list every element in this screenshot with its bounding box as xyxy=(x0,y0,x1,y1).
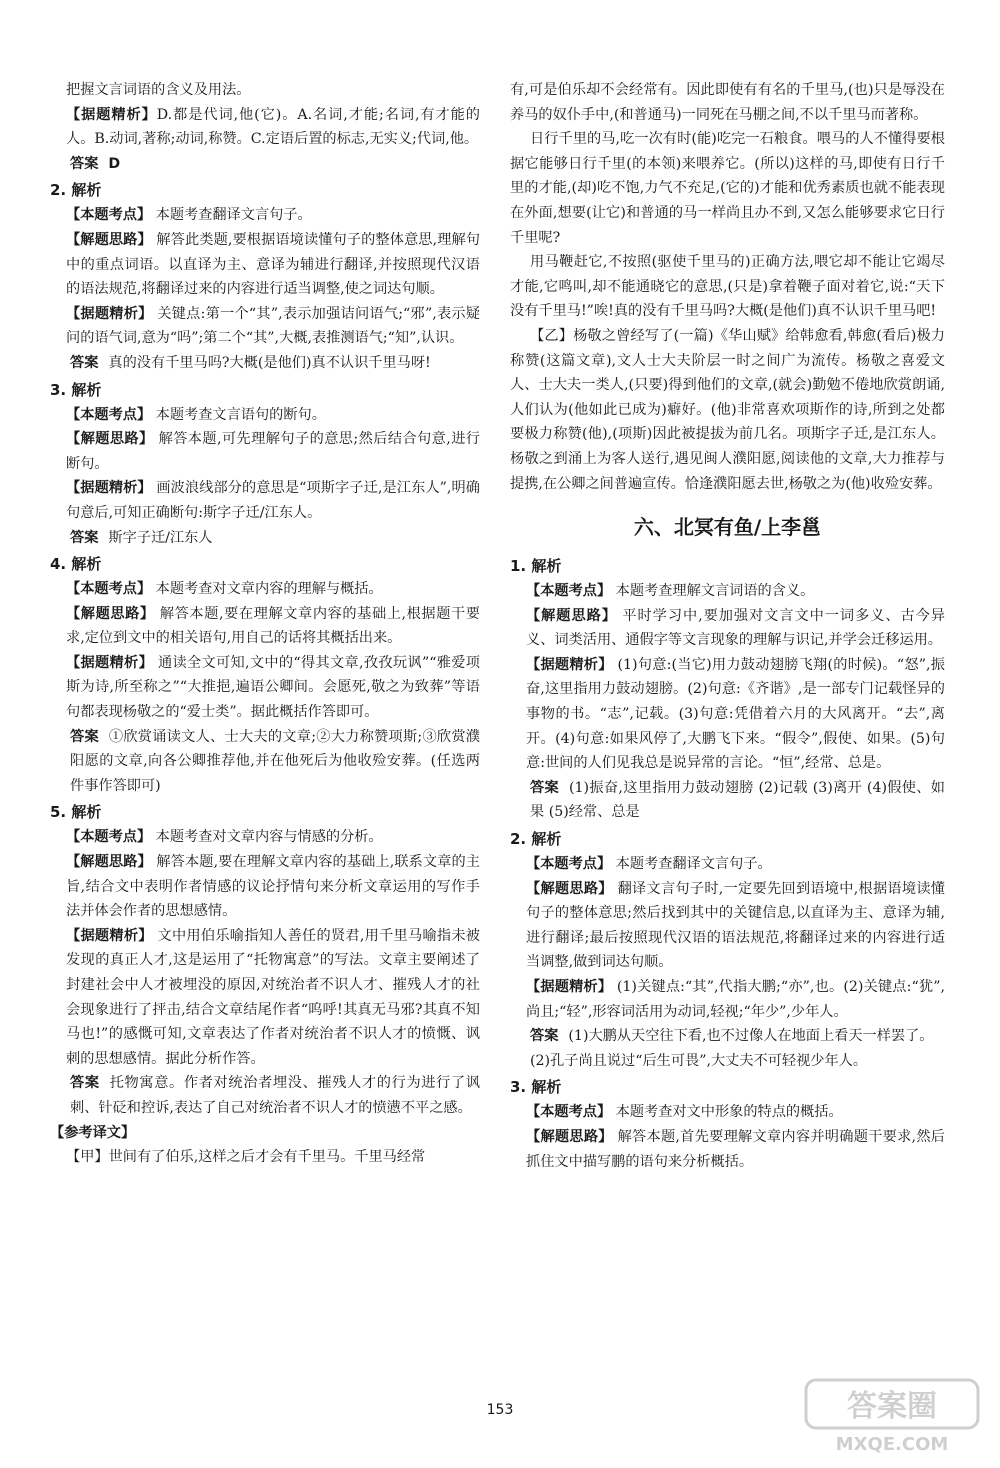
s6-q3-heading: 3. 解析 xyxy=(510,1078,562,1097)
label: 【据题精析】 xyxy=(66,305,153,322)
label: 【据题精析】 xyxy=(66,480,152,497)
q3-point xyxy=(50,403,480,428)
reference-jia-cont-3: 用马鞭赶它,不按照(驱使千里马的)正确方法,喂它却不能让它竭尽才能,它鸣叫,却不能通晓它的意思,(只是)拿着鞭子面对着它,说:“天下没有千里马!”唉!真的没有千里马吗?大概(是他们)真不认识千里马吧! xyxy=(510,254,945,320)
label: 【本题考点】 xyxy=(526,856,612,873)
answer-label: 答案 xyxy=(530,1028,559,1045)
answer-text: 托物寓意。作者对统治者埋没、摧残人才的行为进行了讽刺、针砭和控诉,表达了自己对统治者不识人才的愤懑不平之感。 xyxy=(70,1075,480,1116)
text: 解答本题,要在理解文章内容的基础上,根据题干要求,定位到文中的相关语句,用自己的话将其概括出来。 xyxy=(66,605,480,647)
text: 解答本题,可先理解句子的意思;然后结合句意,进行断句。 xyxy=(66,431,480,472)
text: 本题考查对文章内容的理解与概括。 xyxy=(155,581,383,598)
label: 【解题思路】 xyxy=(526,607,617,624)
q2-point xyxy=(50,203,480,228)
answer-text: 斯字子迁/江东人 xyxy=(108,529,213,546)
text: D.都是代词,他(它)。A.名词,才能;名词,有才能的人。B.动词,著称;动词,称赞。C.定语后置的标志,无实义;代词,他。 xyxy=(66,106,480,148)
label: 【乙】 xyxy=(530,327,574,344)
q2-answer xyxy=(50,351,480,376)
label: 【本题考点】 xyxy=(66,207,152,224)
s6-q1-approach xyxy=(510,604,945,653)
left-column xyxy=(50,78,480,1170)
label: 【本题考点】 xyxy=(66,406,152,423)
s6-q1-heading: 1. 解析 xyxy=(510,557,562,576)
s6-q2-heading: 2. 解析 xyxy=(510,830,562,849)
label: 【据题精析】 xyxy=(526,979,613,995)
q1-analysis xyxy=(50,103,480,152)
answer-label: 答案 xyxy=(70,1075,100,1092)
q2-analysis xyxy=(50,302,480,351)
answer-label: 答案 xyxy=(70,155,99,172)
svg-text:答案圈: 答案圈 xyxy=(847,1389,937,1424)
watermark-logo xyxy=(802,1376,982,1456)
q4-answer xyxy=(50,725,480,799)
label: 【解题思路】 xyxy=(66,605,155,622)
text: 解答此类题,要根据语境读懂句子的整体意思,理解句中的重点词语。以直译为主、意译为辅进行翻译,并按照现代汉语的语法规范,将翻译过来的内容进行适当调整,使之词达句顺。 xyxy=(66,231,480,298)
reference-jia-cont-2: 日行千里的马,吃一次有时(能)吃完一石粮食。喂马的人不懂得要根据它能够日行千里(的本领)来喂养它。(所以)这样的马,即使有日行千里的才能,(却)吃不饱,力气不充足,(它的)才能和优秀素质也就不能表现在外面,想要(让它)和普通的马一样尚且办不到,又怎么能够要求它日行千里呢? xyxy=(510,131,945,246)
reference-jia-start xyxy=(50,1145,480,1170)
label: 【据题精析】 xyxy=(66,927,153,944)
q4-analysis xyxy=(50,651,480,725)
s6-q2-approach xyxy=(510,877,945,975)
answer-label: 答案 xyxy=(70,354,99,371)
text: 通读全文可知,文中的“得其文章,孜孜玩讽”“雅爱项斯为诗,所至称之”“大推挹,遍语公卿间。会愿死,敬之为致葬”等语句都表现杨敬之的“爱士类”。据此概括作答即可。 xyxy=(66,654,480,721)
label: 【本题考点】 xyxy=(66,581,152,598)
label: 【据题精析】 xyxy=(526,656,613,673)
q2-approach xyxy=(50,228,480,302)
reference-translation-label: 【参考译文】 xyxy=(50,1124,136,1141)
q3-analysis xyxy=(50,476,480,525)
right-column xyxy=(510,78,945,1174)
text: 本题考查对文中形象的特点的概括。 xyxy=(615,1104,843,1121)
s6-q2-answer xyxy=(510,1024,945,1049)
s6-q2-analysis xyxy=(510,975,945,1024)
text: (1)句意:(当它)用力鼓动翅膀飞翔(的时候)。“怒”,振奋,这里指用力鼓动翅膀。(2)句意:《齐谐》,是一部专门记载怪异的事物的书。“志”,记载。(3)句意:凭借着六月的大风离开。“去”,离开。(4)句意:如果风停了,大鹏飞下来。“假令”,假使、如果。(5)句意:世间的人们见我总是说异常的言论。“恒”,经常、总是。 xyxy=(526,656,945,772)
s6-q3-approach xyxy=(510,1125,945,1174)
s6-q3-point xyxy=(510,1100,945,1125)
answer-text: (1)大鹏从天空往下看,也不过像人在地面上看天一样罢了。 xyxy=(568,1028,934,1045)
text: 关键点:第一个“其”,表示加强诘问语气;“邪”,表示疑问的语气词,意为“吗”;第二个“其”,大概,表推测语气;“知”,认识。 xyxy=(66,305,480,347)
label: 【解题思路】 xyxy=(66,854,152,871)
q5-point xyxy=(50,825,480,850)
s6-q1-point xyxy=(510,579,945,604)
answer-text: D xyxy=(108,155,121,172)
text: 解答本题,要在理解文章内容的基础上,联系文章的主旨,结合文中表明作者情感的议论抒情句来分析文章运用的写作手法并体会作者的思想感情。 xyxy=(66,854,480,920)
s6-q2-answer-2: (2)孔子尚且说过“后生可畏”,大丈夫不可轻视少年人。 xyxy=(530,1052,868,1069)
text: 本题考查理解文言词语的含义。 xyxy=(615,583,815,600)
text: 翻译文言句子时,一定要先回到语境中,根据语境读懂句子的整体意思;然后找到其中的关键信息,以直译为主、意译为辅,进行翻译;最后按照现代汉语的语法规范,将翻译过来的内容进行适当调整,做到词达句顺。 xyxy=(526,880,945,971)
text: 世间有了伯乐,这样之后才会有千里马。千里马经常 xyxy=(108,1149,426,1166)
text: 本题考查翻译文言句子。 xyxy=(615,856,772,873)
q3-heading: 3. 解析 xyxy=(50,380,102,399)
label: 【甲】 xyxy=(66,1149,109,1166)
reference-yi xyxy=(510,324,945,496)
q5-approach xyxy=(50,850,480,924)
label: 【解题思路】 xyxy=(526,880,613,897)
s6-q1-answer xyxy=(510,776,945,825)
s6-q1-analysis xyxy=(510,653,945,776)
text: 本题考查对文章内容与情感的分析。 xyxy=(155,829,383,846)
label: 【据题精析】 xyxy=(66,654,154,671)
answer-label: 答案 xyxy=(70,529,99,546)
answer-label: 答案 xyxy=(530,779,559,796)
q4-approach xyxy=(50,602,480,651)
q2-heading: 2. 解析 xyxy=(50,181,102,200)
text: 平时学习中,要加强对文言文中一词多义、古今异义、词类活用、通假字等文言现象的理解与识记,并学会迁移运用。 xyxy=(526,607,945,649)
q3-answer xyxy=(50,526,480,551)
q3-approach xyxy=(50,427,480,476)
label: 【本题考点】 xyxy=(66,829,152,846)
reference-jia-cont-1: 有,可是伯乐却不会经常有。因此即使有有名的千里马,(也)只是辱没在养马的奴仆手中,(和普通马)一同死在马棚之间,不以千里马而著称。 xyxy=(510,82,945,123)
text: 画波浪线部分的意思是“项斯字子迁,是江东人”,明确句意后,可知正确断句:斯字子迁/江东人。 xyxy=(66,480,480,521)
label: 【解题思路】 xyxy=(66,431,154,448)
text: 解答本题,首先要理解文章内容并明确题干要求,然后抓住文中描写鹏的语句来分析概括。 xyxy=(526,1128,945,1170)
section-title: 六、北冥有鱼/上李邕 xyxy=(633,515,822,540)
svg-text:MXQE.COM: MXQE.COM xyxy=(835,1434,949,1455)
answer-label: 答案 xyxy=(70,728,99,745)
s6-q2-point xyxy=(510,852,945,877)
page-number: 153 xyxy=(486,1402,514,1418)
text: 本题考查翻译文言句子。 xyxy=(155,207,312,224)
label: 【本题考点】 xyxy=(526,583,612,600)
label: 【解题思路】 xyxy=(526,1128,613,1145)
q1-answer xyxy=(50,152,480,177)
answer-text: ①欣赏诵读文人、士大夫的文章;②大力称赞项斯;③欣赏濮阳愿的文章,向各公卿推荐他,并在他死后为他收殓安葬。(任选两件事作答即可) xyxy=(70,728,480,794)
label: 【据题精析】 xyxy=(66,106,157,123)
text: 文中用伯乐喻指知人善任的贤君,用千里马喻指未被发现的真正人才,这是运用了“托物寓意”的写法。文章主要阐述了封建社会中人才被埋没的原因,对统治者不识人才、摧残人才的社会现象进行了抨击,结合文章结尾作者“呜呼!其真无马邪?其真不知马也!”的感慨可知,文章表达了作者对统治者不识人才的愤慨、讽刺的思想感情。据此分析作答。 xyxy=(66,927,480,1067)
q5-analysis xyxy=(50,924,480,1072)
q5-heading: 5. 解析 xyxy=(50,803,102,822)
q4-heading: 4. 解析 xyxy=(50,555,102,574)
q4-point xyxy=(50,577,480,602)
text: 杨敬之曾经写了(一篇)《华山赋》给韩愈看,韩愈(看后)极力称赞(这篇文章),文人士大夫阶层一时之间广为流传。杨敬之喜爱文人、士大夫一类人,(只要)得到他们的文章,(就会)勤勉不倦地欣赏朗诵,人们认为(他如此已成为)癖好。(他)非常喜欢项斯作的诗,所到之处都要极力称赞(他),(项斯)因此被提拔为前几名。项斯字子迁,是江东人。杨敬之到涌上为客人送行,遇见闽人濮阳愿,阅读他的文章,大力推荐与提携,在公卿之间普遍宣传。恰逢濮阳愿去世,杨敬之为(他)收殓安葬。 xyxy=(510,327,945,492)
label: 【解题思路】 xyxy=(66,231,152,248)
intro-text: 把握文言词语的含义及用法。 xyxy=(66,82,251,98)
q5-answer xyxy=(50,1071,480,1120)
label: 【本题考点】 xyxy=(526,1104,612,1121)
text: (1)关键点:“其”,代指大鹏;“亦”,也。(2)关键点:“犹”,尚且;“轻”,形容词活用为动词,轻视;“年少”,少年人。 xyxy=(526,979,945,1020)
answer-text: 真的没有千里马吗?大概(是他们)真不认识千里马呀! xyxy=(108,354,431,371)
answer-text: (1)振奋,这里指用力鼓动翅膀 (2)记载 (3)离开 (4)假使、如果 (5)经常、总是 xyxy=(530,779,945,821)
text: 本题考查文言语句的断句。 xyxy=(155,406,326,423)
